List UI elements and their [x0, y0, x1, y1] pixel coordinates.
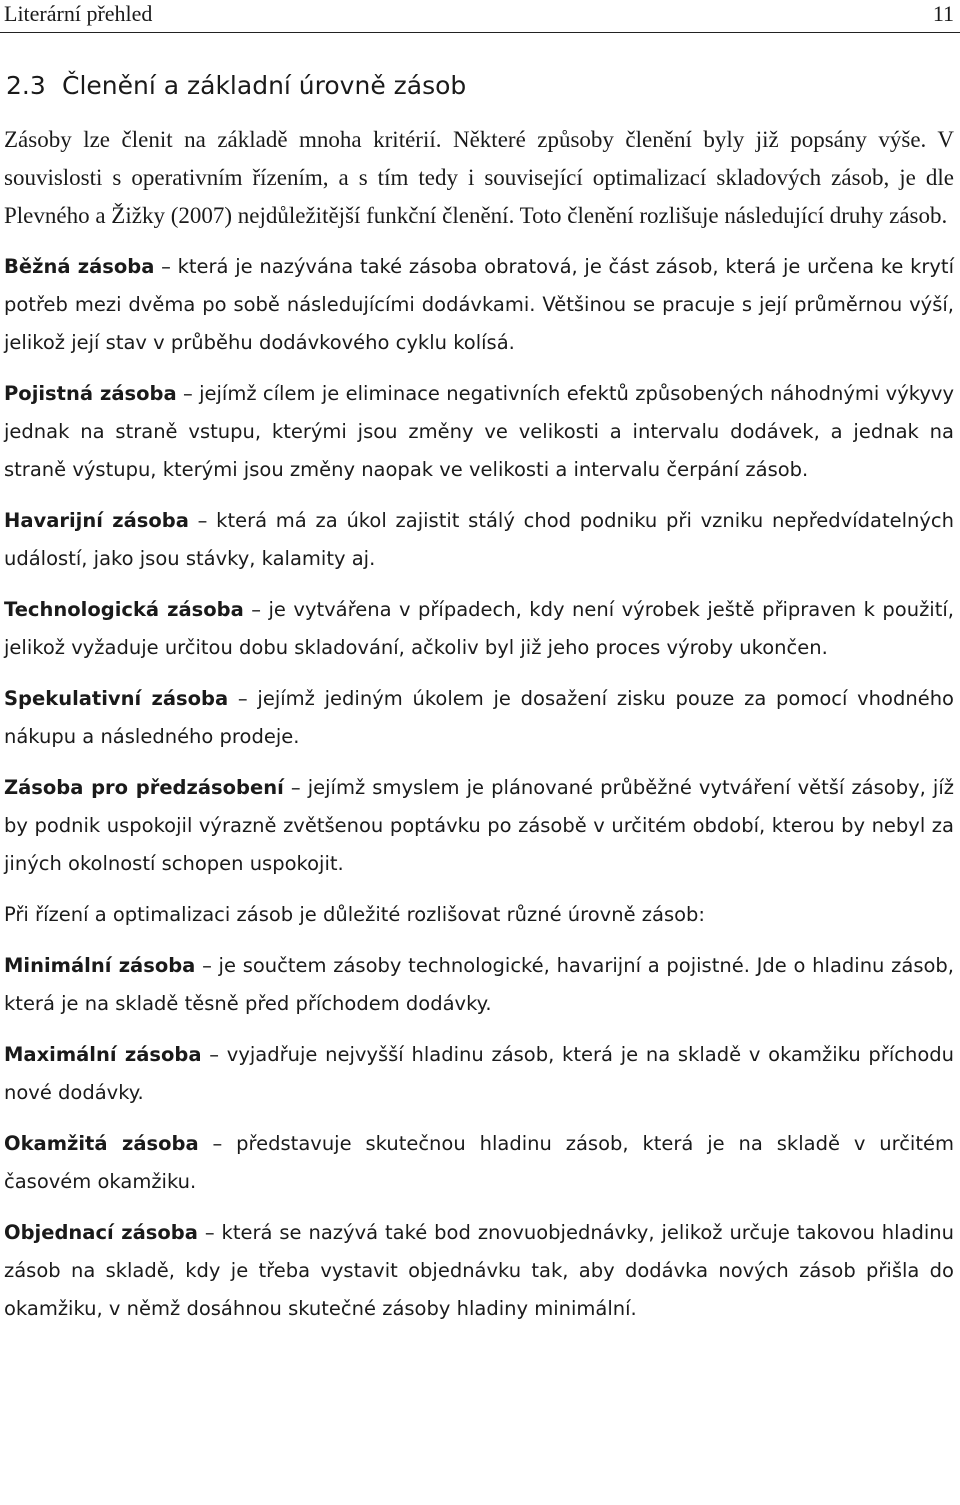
stock-type-definition: – je vytvářena v případech, kdy není výrobek ještě připraven k použití, jelikož vyžaduje určitou dobu skladování, ačkoliv byl již jeho proces výroby ukončen. — [4, 598, 954, 659]
stock-type-term: Spekulativní zásoba — [4, 687, 229, 710]
stock-type-paragraph — [4, 769, 954, 883]
stock-level-definition: – vyjadřuje nejvyšší hladinu zásob, která je na skladě v okamžiku příchodu nové dodávky. — [4, 1043, 954, 1104]
stock-type-paragraph — [4, 591, 954, 667]
stock-type-paragraph — [4, 502, 954, 578]
stock-level-paragraph — [4, 947, 954, 1023]
section-title: Členění a základní úrovně zásob — [62, 71, 467, 100]
stock-type-definition: – jejímž jediným úkolem je dosažení zisku pouze za pomocí vhodného nákupu a následného prodeje. — [4, 687, 954, 748]
stock-type-paragraph — [4, 375, 954, 489]
stock-type-term: Pojistná zásoba — [4, 382, 177, 405]
stock-type-term: Havarijní zásoba — [4, 509, 189, 532]
stock-level-term: Objednací zásoba — [4, 1221, 198, 1244]
stock-type-term: Technologická zásoba — [4, 598, 244, 621]
header-page-number: 11 — [932, 1, 954, 26]
stock-level-definition: – představuje skutečnou hladinu zásob, která je na skladě v určitém časovém okamžiku. — [4, 1132, 954, 1193]
stock-level-paragraph — [4, 1214, 954, 1328]
stock-type-term: Běžná zásoba — [4, 255, 155, 278]
stock-type-definition: – jejímž smyslem je plánované průběžné vytváření větší zásoby, jíž by podnik uspokojil výrazně zvětšenou poptávku po zásobě v určitém období, kterou by nebyl za jiných okolností schopen uspokojit. — [4, 776, 954, 875]
stock-level-definition: – je součtem zásoby technologické, havarijní a pojistné. Jde o hladinu zásob, která je na skladě těsně před příchodem dodávky. — [4, 954, 954, 1015]
running-header — [0, 0, 960, 33]
document-body — [4, 121, 954, 1341]
header-chapter-title: Literární přehled — [4, 1, 153, 26]
stock-type-definition: – která je nazývána také zásoba obratová, je část zásob, která je určena ke krytí potřeb mezi dvěma po sobě následujícími dodávkami. Většinou se pracuje s její průměrnou výší, jelikož její stav v průběhu dodávkového cyklu kolísá. — [4, 255, 954, 354]
stock-level-paragraph — [4, 1125, 954, 1201]
section-heading — [6, 66, 466, 106]
stock-level-term: Okamžitá zásoba — [4, 1132, 199, 1155]
stock-type-definition: – jejímž cílem je eliminace negativních efektů způsobených náhodnými výkyvy jednak na straně vstupu, kterými jsou změny ve velikosti a intervalu dodávek, a jednak na straně výstupu, kterými jsou změny naopak ve velikosti a intervalu čerpání zásob. — [4, 382, 954, 481]
stock-level-term: Maximální zásoba — [4, 1043, 202, 1066]
stock-type-paragraph — [4, 680, 954, 756]
stock-level-term: Minimální zásoba — [4, 954, 196, 977]
stock-level-definition: – která se nazývá také bod znovuobjednávky, jelikož určuje takovou hladinu zásob na skladě, kdy je třeba vystavit objednávku tak, aby dodávka nových zásob přišla do okamžiku, v němž dosáhnou skutečné zásoby hladiny minimální. — [4, 1221, 954, 1320]
levels-intro-paragraph: Při řízení a optimalizaci zásob je důležité rozlišovat různé úrovně zásob: — [4, 903, 706, 926]
stock-type-paragraph — [4, 248, 954, 362]
section-number: 2.3 — [6, 71, 46, 100]
intro-paragraph: Zásoby lze členit na základě mnoha kritérií. Některé způsoby členění byly již popsány výše. V souvislosti s operativním řízením, a s tím tedy i související optimalizací skladových zásob, je dle Plevného a Žižky (2007) nejdůležitější funkční členění. Toto členění rozlišuje následující druhy zásob. — [4, 127, 954, 228]
stock-level-paragraph — [4, 1036, 954, 1112]
stock-type-definition: – která má za úkol zajistit stálý chod podniku při vzniku nepředvídatelných událostí, jako jsou stávky, kalamity aj. — [4, 509, 954, 570]
stock-type-term: Zásoba pro předzásobení — [4, 776, 284, 799]
